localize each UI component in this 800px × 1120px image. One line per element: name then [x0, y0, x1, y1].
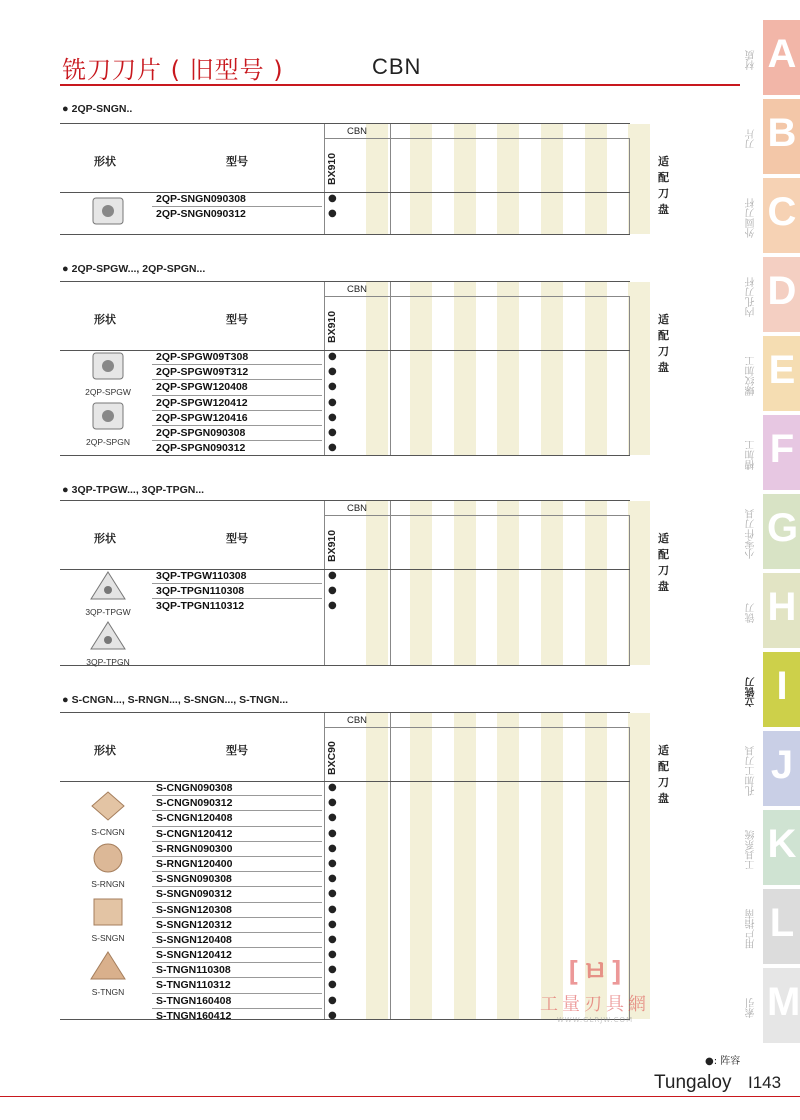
column-band	[366, 501, 388, 665]
table-row	[152, 411, 337, 426]
insert-shape	[80, 790, 136, 837]
column-band	[410, 124, 432, 234]
spec-table	[60, 500, 669, 666]
column-band	[454, 282, 476, 455]
table-row	[152, 396, 337, 411]
sidebar-tab-b[interactable]	[763, 99, 800, 174]
column-band	[497, 124, 519, 234]
column-band	[454, 501, 476, 665]
model-code: 2QP-SPGW120408	[156, 381, 248, 394]
page-number: I143	[748, 1073, 782, 1092]
availability-dot: ●	[328, 994, 337, 1006]
sidebar-tab-label: 用户指南	[746, 909, 757, 949]
insert-shape-caption: S-TNGN	[91, 987, 125, 997]
model-code: 2QP-SPGN090308	[156, 426, 246, 439]
model-code: S-RNGN090300	[156, 842, 233, 855]
column-band	[628, 282, 650, 455]
shape-header: 形状	[94, 745, 116, 757]
sidebar-tab-k[interactable]	[763, 810, 800, 885]
column-band	[497, 501, 519, 665]
sidebar-tab-g[interactable]	[763, 494, 800, 569]
holder-header: 适配刀盘	[658, 745, 669, 805]
sidebar-tab-m[interactable]	[763, 968, 800, 1043]
cbn-header-rule	[324, 138, 630, 139]
sidebar-tab-d[interactable]	[763, 257, 800, 332]
insert-shape-caption: S-CNGN	[91, 827, 125, 837]
availability-dot: ●	[328, 396, 337, 408]
cbn-header-rule	[324, 727, 630, 728]
model-code: S-SNGN120412	[156, 949, 232, 962]
model-code: 2QP-SNGN090308	[156, 193, 246, 205]
availability-dot: ●	[328, 411, 337, 423]
model-code: 2QP-SPGW120412	[156, 396, 248, 409]
table-row	[152, 584, 337, 599]
column-divider	[390, 713, 391, 1019]
column-band	[454, 713, 476, 1019]
availability-dot: ●	[328, 1009, 337, 1021]
availability-dot: ●	[328, 366, 337, 378]
column-divider	[324, 713, 325, 1019]
column-divider	[629, 138, 630, 234]
table-row	[152, 948, 337, 963]
availability-dot: ●	[328, 949, 337, 961]
model-code: 2QP-SNGN090312	[156, 208, 246, 221]
sidebar-tab-label: 刀片	[746, 129, 757, 149]
legend: ●: 阵容	[705, 1056, 741, 1067]
header-rule	[60, 781, 630, 782]
column-band	[541, 282, 563, 455]
availability-dot: ●	[328, 812, 337, 824]
watermark-url: WWW.GLRJW.COM	[556, 1016, 634, 1024]
availability-dot: ●	[328, 193, 337, 204]
table-row	[152, 192, 337, 207]
sidebar-tab-letter: L	[769, 901, 795, 945]
watermark-logo: [ㅂ]	[564, 955, 626, 988]
cbn-label: CBN	[346, 284, 368, 295]
sidebar-tab-letter: E	[768, 348, 796, 392]
brand-name: Tungaloy	[654, 1072, 732, 1093]
availability-dot: ●	[328, 782, 337, 793]
insert-shape-icon	[89, 620, 127, 652]
model-code: 2QP-SPGW120416	[156, 411, 248, 424]
title-rule	[60, 84, 740, 86]
insert-shape-caption: 2QP-SPGW	[85, 387, 131, 397]
column-divider	[390, 282, 391, 455]
spec-table	[60, 123, 669, 235]
model-code: S-CNGN120412	[156, 827, 233, 840]
column-band	[366, 124, 388, 234]
table-row	[152, 569, 337, 584]
grade-label: BX910	[326, 152, 338, 186]
availability-dot: ●	[328, 842, 337, 854]
availability-dot: ●	[328, 585, 337, 597]
model-rows	[152, 350, 337, 456]
bullet-icon: ●	[62, 263, 69, 275]
sidebar-tab-letter: G	[767, 506, 799, 550]
insert-shape	[80, 570, 136, 617]
model-code: 2QP-SPGW09T312	[156, 366, 249, 379]
watermark-text: 工量刃具網	[540, 994, 650, 1015]
insert-shape-icon	[89, 950, 127, 982]
column-band	[410, 713, 432, 1019]
sidebar-tab-label: 小零件刀具	[746, 509, 757, 559]
sidebar-tab-letter: F	[769, 427, 795, 471]
column-band	[585, 124, 607, 234]
column-band	[628, 124, 650, 234]
table-row	[152, 933, 337, 948]
table-row	[152, 781, 337, 796]
insert-shape	[80, 896, 136, 943]
section-heading	[62, 694, 288, 706]
model-header: 型号	[226, 156, 248, 168]
availability-dot: ●	[328, 442, 337, 454]
availability-dot: ●	[328, 381, 337, 393]
table-row	[152, 796, 337, 811]
sidebar-tab-letter: K	[767, 822, 797, 866]
page-subtitle: CBN	[372, 54, 422, 79]
bullet-icon: ●	[62, 103, 69, 115]
sidebar-tab-label: 螺纹加工	[746, 356, 757, 396]
model-header: 型号	[226, 745, 248, 757]
sidebar-tab-letter: M	[767, 980, 800, 1024]
insert-shape-icon	[89, 790, 127, 822]
model-code: 3QP-TPGW110308	[156, 570, 247, 582]
sidebar-tab-i[interactable]	[763, 652, 800, 727]
sidebar-tab-label: 材质	[746, 50, 757, 70]
header-rule	[60, 569, 630, 570]
column-divider	[324, 282, 325, 455]
table-row	[152, 978, 337, 993]
column-band	[541, 501, 563, 665]
insert-shape	[80, 400, 136, 447]
section-heading	[62, 484, 204, 496]
insert-shape	[80, 620, 136, 667]
cbn-header-rule	[324, 296, 630, 297]
insert-shape-caption: 2QP-SPGN	[86, 437, 130, 447]
sidebar-tab-label: 孔加工刀具	[746, 746, 757, 796]
section-heading-text: 2QP-SPGW..., 2QP-SPGN...	[71, 263, 206, 275]
sidebar-tab-letter: C	[767, 190, 797, 234]
cbn-label: CBN	[346, 503, 368, 514]
section-heading-text: 3QP-TPGW..., 3QP-TPGN...	[71, 484, 205, 496]
availability-dot: ●	[328, 918, 337, 930]
sidebar-tab-l[interactable]	[763, 889, 800, 964]
model-header: 型号	[226, 314, 248, 326]
section-heading	[62, 103, 132, 115]
column-band	[541, 124, 563, 234]
sidebar-tab-f[interactable]	[763, 415, 800, 490]
table-row	[152, 872, 337, 887]
model-code: S-SNGN120312	[156, 918, 232, 931]
holder-header: 适配刀盘	[658, 533, 669, 593]
column-band	[454, 124, 476, 234]
column-band	[497, 282, 519, 455]
availability-dot: ●	[328, 964, 337, 976]
column-band	[410, 501, 432, 665]
table-row	[152, 994, 337, 1009]
bullet-icon: ●	[62, 484, 69, 496]
model-code: 3QP-TPGN110308	[156, 585, 245, 598]
insert-shape	[80, 950, 136, 997]
column-divider	[324, 501, 325, 665]
footer-rule	[0, 1096, 800, 1097]
section-heading-text: 2QP-SNGN..	[71, 103, 133, 115]
column-band	[585, 282, 607, 455]
insert-shape-icon	[89, 896, 127, 928]
sidebar-tab-letter: I	[776, 664, 788, 708]
sidebar-tab-label: 铣刀	[746, 603, 757, 623]
shape-header: 形状	[94, 156, 116, 168]
model-code: S-CNGN090308	[156, 782, 233, 794]
sidebar-tab-h[interactable]	[763, 573, 800, 648]
availability-dot: ●	[328, 857, 337, 869]
insert-shape-icon	[89, 842, 127, 874]
cbn-label: CBN	[346, 126, 368, 137]
insert-shape-caption: S-SNGN	[91, 933, 125, 943]
insert-shape-caption: S-RNGN	[91, 879, 125, 889]
sidebar-tab-letter: J	[770, 743, 794, 787]
sidebar-tab-label: 内孔刀杆	[746, 277, 757, 317]
table-row	[152, 827, 337, 842]
bullet-icon: ●	[62, 694, 69, 706]
sidebar-tab-a[interactable]	[763, 20, 800, 95]
shape-header: 形状	[94, 314, 116, 326]
sidebar-tab-letter: B	[767, 111, 797, 155]
holder-header: 适配刀盘	[658, 156, 669, 216]
header-rule	[60, 192, 630, 193]
availability-dot: ●	[328, 570, 337, 581]
grade-label: BXC90	[326, 741, 338, 775]
sidebar-tab-label: 立铣刀	[746, 677, 757, 707]
column-band	[366, 282, 388, 455]
model-header: 型号	[226, 533, 248, 545]
table-row	[152, 1009, 337, 1024]
table-row	[152, 903, 337, 918]
column-band	[585, 501, 607, 665]
model-code: S-CNGN090312	[156, 797, 233, 810]
sidebar-tab-label: 工具系统	[746, 830, 757, 870]
column-band	[366, 713, 388, 1019]
model-code: S-SNGN090312	[156, 888, 232, 901]
model-rows	[152, 781, 337, 1024]
table-row	[152, 365, 337, 380]
insert-shape-icon	[89, 400, 127, 432]
model-code: S-SNGN120308	[156, 903, 232, 916]
column-divider	[629, 515, 630, 665]
column-divider	[629, 296, 630, 455]
section-heading	[62, 263, 205, 275]
model-code: S-SNGN120408	[156, 933, 232, 946]
cbn-header-rule	[324, 515, 630, 516]
page-title: 铣刀刀片 ( 旧型号 )	[62, 56, 284, 84]
insert-shape	[80, 842, 136, 889]
table-row	[152, 380, 337, 395]
insert-shape-icon	[89, 195, 127, 227]
model-code: S-TNGN110312	[156, 979, 231, 992]
model-code: 2QP-SPGN090312	[156, 442, 246, 455]
availability-dot: ●	[328, 208, 337, 220]
insert-shape	[80, 350, 136, 397]
model-rows	[152, 569, 337, 615]
sidebar-tab-label: 槽加工	[746, 440, 757, 470]
availability-dot: ●	[328, 600, 337, 612]
cbn-label: CBN	[346, 715, 368, 726]
table-row	[152, 963, 337, 978]
availability-dot: ●	[328, 797, 337, 809]
sidebar-tab-letter: H	[767, 585, 797, 629]
availability-dot: ●	[328, 933, 337, 945]
availability-dot: ●	[328, 979, 337, 991]
shape-header: 形状	[94, 533, 116, 545]
holder-header: 适配刀盘	[658, 314, 669, 374]
column-band	[497, 713, 519, 1019]
model-code: S-RNGN120400	[156, 857, 233, 870]
model-code: S-TNGN160408	[156, 994, 232, 1007]
table-row	[152, 441, 337, 456]
grade-label: BX910	[326, 529, 338, 563]
model-code: S-SNGN090308	[156, 873, 232, 886]
column-divider	[390, 501, 391, 665]
table-row	[152, 842, 337, 857]
table-row	[152, 599, 337, 614]
column-band	[628, 501, 650, 665]
sidebar-tab-letter: A	[767, 32, 797, 76]
availability-dot: ●	[328, 903, 337, 915]
insert-shape-icon	[89, 570, 127, 602]
model-code: 3QP-TPGN110312	[156, 600, 245, 613]
sidebar-tab-label: 索引	[746, 998, 757, 1018]
availability-dot: ●	[328, 351, 337, 362]
table-row	[152, 811, 337, 826]
section-heading-text: S-CNGN..., S-RNGN..., S-SNGN..., S-TNGN...	[71, 694, 289, 706]
column-divider	[324, 124, 325, 234]
sidebar-tab-label: 外圆刀杆	[746, 198, 757, 238]
sidebar-tab-letter: D	[767, 269, 797, 313]
table-row	[152, 426, 337, 441]
column-divider	[390, 124, 391, 234]
availability-dot: ●	[328, 827, 337, 839]
insert-shape-icon	[89, 350, 127, 382]
model-code: S-TNGN160412	[156, 1009, 232, 1022]
model-code: S-TNGN110308	[156, 964, 231, 977]
model-code: S-CNGN120408	[156, 812, 233, 825]
insert-shape-caption: 3QP-TPGN	[86, 657, 130, 667]
table-row	[152, 207, 337, 222]
model-code: 2QP-SPGW09T308	[156, 351, 249, 363]
availability-dot: ●	[328, 426, 337, 438]
sidebar-tab-j[interactable]	[763, 731, 800, 806]
sidebar-tab-c[interactable]	[763, 178, 800, 253]
availability-dot: ●	[328, 873, 337, 885]
watermark	[540, 950, 650, 1024]
table-row	[152, 857, 337, 872]
insert-shape	[89, 195, 127, 231]
column-band	[410, 282, 432, 455]
availability-dot: ●	[328, 888, 337, 900]
header-rule	[60, 350, 630, 351]
table-row	[152, 918, 337, 933]
grade-label: BX910	[326, 310, 338, 344]
insert-shape-caption: 3QP-TPGW	[85, 607, 131, 617]
model-rows	[152, 192, 337, 222]
table-row	[152, 887, 337, 902]
spec-table	[60, 281, 669, 456]
sidebar-tab-e[interactable]	[763, 336, 800, 411]
table-row	[152, 350, 337, 365]
